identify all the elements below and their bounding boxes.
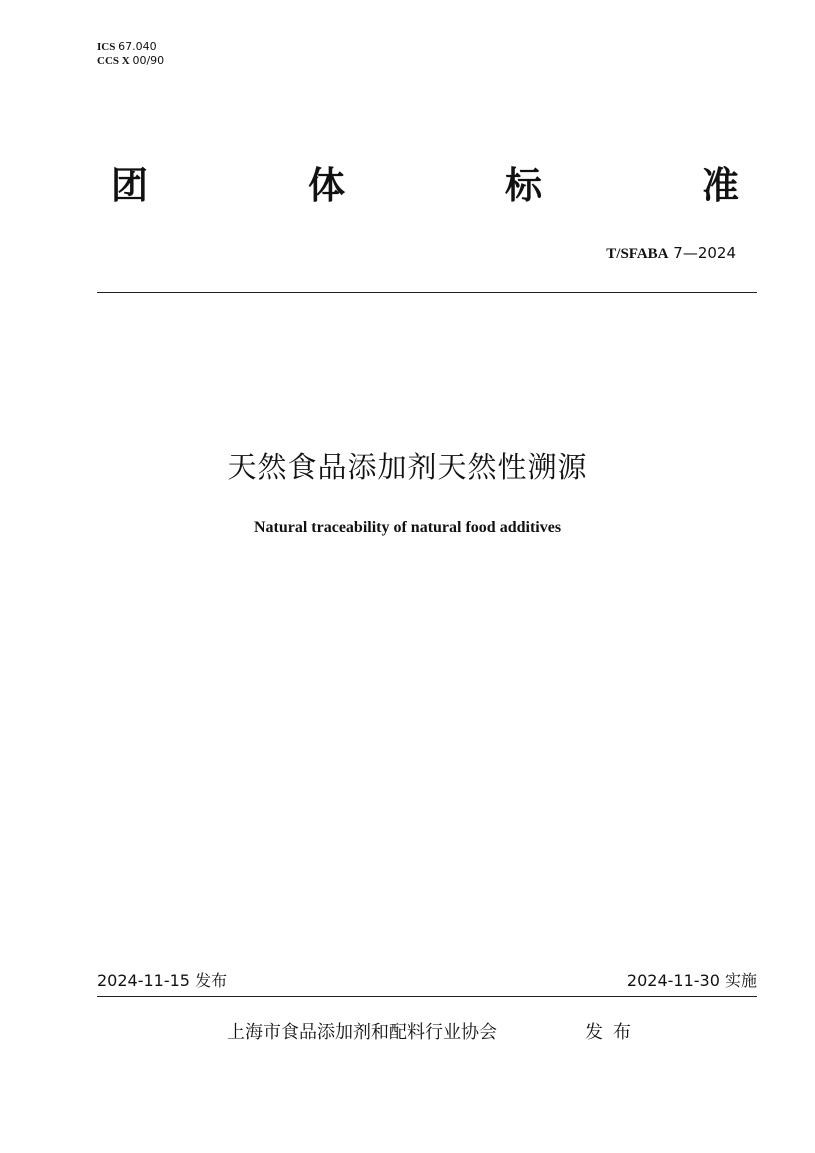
implementation-date: 2024-11-30 实施	[626, 971, 757, 990]
heading-char-3: 标	[505, 164, 542, 207]
standard-number	[606, 243, 736, 264]
ics-label: ICS	[97, 41, 116, 53]
standard-number-prefix: T/SFABA	[606, 246, 669, 262]
top-divider	[97, 292, 757, 293]
release-date: 2024-11-15 发布	[97, 971, 228, 990]
ccs-value: 00/90	[132, 54, 165, 67]
english-title: Natural traceability of natural food additives	[253, 519, 562, 536]
ccs-code	[97, 54, 164, 68]
standard-number-value: 7—2024	[673, 244, 736, 262]
heading-char-2: 体	[308, 164, 345, 207]
bottom-divider	[97, 996, 757, 997]
heading-char-1: 团	[111, 164, 148, 207]
heading-char-4: 准	[702, 164, 739, 207]
publisher-name: 上海市食品添加剂和配料行业协会	[227, 1022, 497, 1043]
ccs-label: CCS	[97, 55, 120, 67]
chinese-title: 天然食品添加剂天然性溯源	[227, 450, 588, 484]
ics-value: 67.040	[118, 40, 157, 53]
ccs-letter: X	[121, 55, 130, 67]
ics-code	[97, 40, 164, 54]
classification-codes	[97, 40, 164, 68]
publisher-action: 发布	[585, 1022, 641, 1043]
